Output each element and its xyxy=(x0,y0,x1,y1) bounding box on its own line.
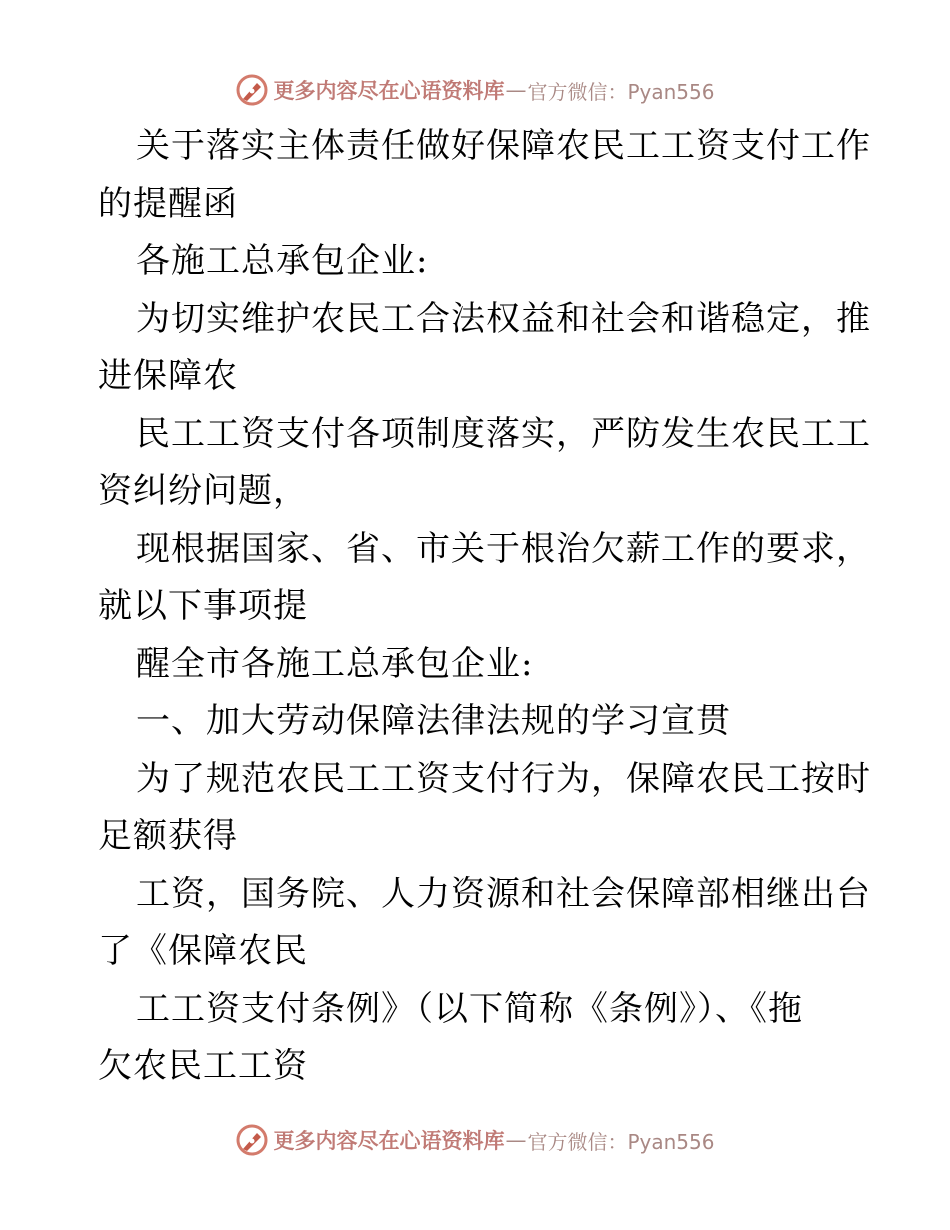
watermark-wechat-text: 官方微信：Pyan556 xyxy=(527,1129,715,1154)
text-line: 为切实维护农民工合法权益和社会和谐稳定，推 xyxy=(136,298,871,339)
watermark-wechat-text: 官方微信：Pyan556 xyxy=(527,79,715,104)
text-line: 民工工资支付各项制度落实，严防发生农民工工 xyxy=(136,413,871,454)
text-line: 进保障农 xyxy=(98,356,238,396)
pen-nib-logo-icon xyxy=(235,73,269,107)
text-line: 各施工总承包企业: xyxy=(136,241,429,281)
text-line: 了《保障农民 xyxy=(98,931,308,971)
pen-nib-logo-icon xyxy=(235,1123,269,1157)
watermark-separator: — xyxy=(505,1128,527,1152)
footer-watermark xyxy=(0,1120,950,1160)
text-line: 醒全市各施工总承包企业: xyxy=(136,643,534,684)
watermark-main-text: 更多内容尽在心语资料库 xyxy=(273,78,505,103)
text-line: 的提醒函 xyxy=(98,183,238,224)
text-line: 就以下事项提 xyxy=(98,586,308,626)
document-body xyxy=(98,118,871,1096)
text-line: 为了规范农民工工资支付行为，保障农民工按时 xyxy=(136,758,871,799)
text-line: 工资，国务院、人力资源和社会保障部相继出台 xyxy=(136,873,871,914)
text-line: 欠农民工工资 xyxy=(98,1046,308,1086)
section-heading: 一、加大劳动保障法律法规的学习宣贯 xyxy=(136,701,731,741)
text-line: 资纠纷问题， xyxy=(98,471,308,511)
text-line: 工工资支付条例》（以下简称《条例》）、《拖 xyxy=(136,988,803,1029)
text-line: 关于落实主体责任做好保障农民工工资支付工作 xyxy=(136,126,871,166)
text-line: 足额获得 xyxy=(98,816,238,856)
header-watermark xyxy=(0,70,950,110)
watermark-main-text: 更多内容尽在心语资料库 xyxy=(273,1128,505,1153)
watermark-separator: — xyxy=(505,78,527,102)
text-line: 现根据国家、省、市关于根治欠薪工作的要求， xyxy=(136,528,871,569)
